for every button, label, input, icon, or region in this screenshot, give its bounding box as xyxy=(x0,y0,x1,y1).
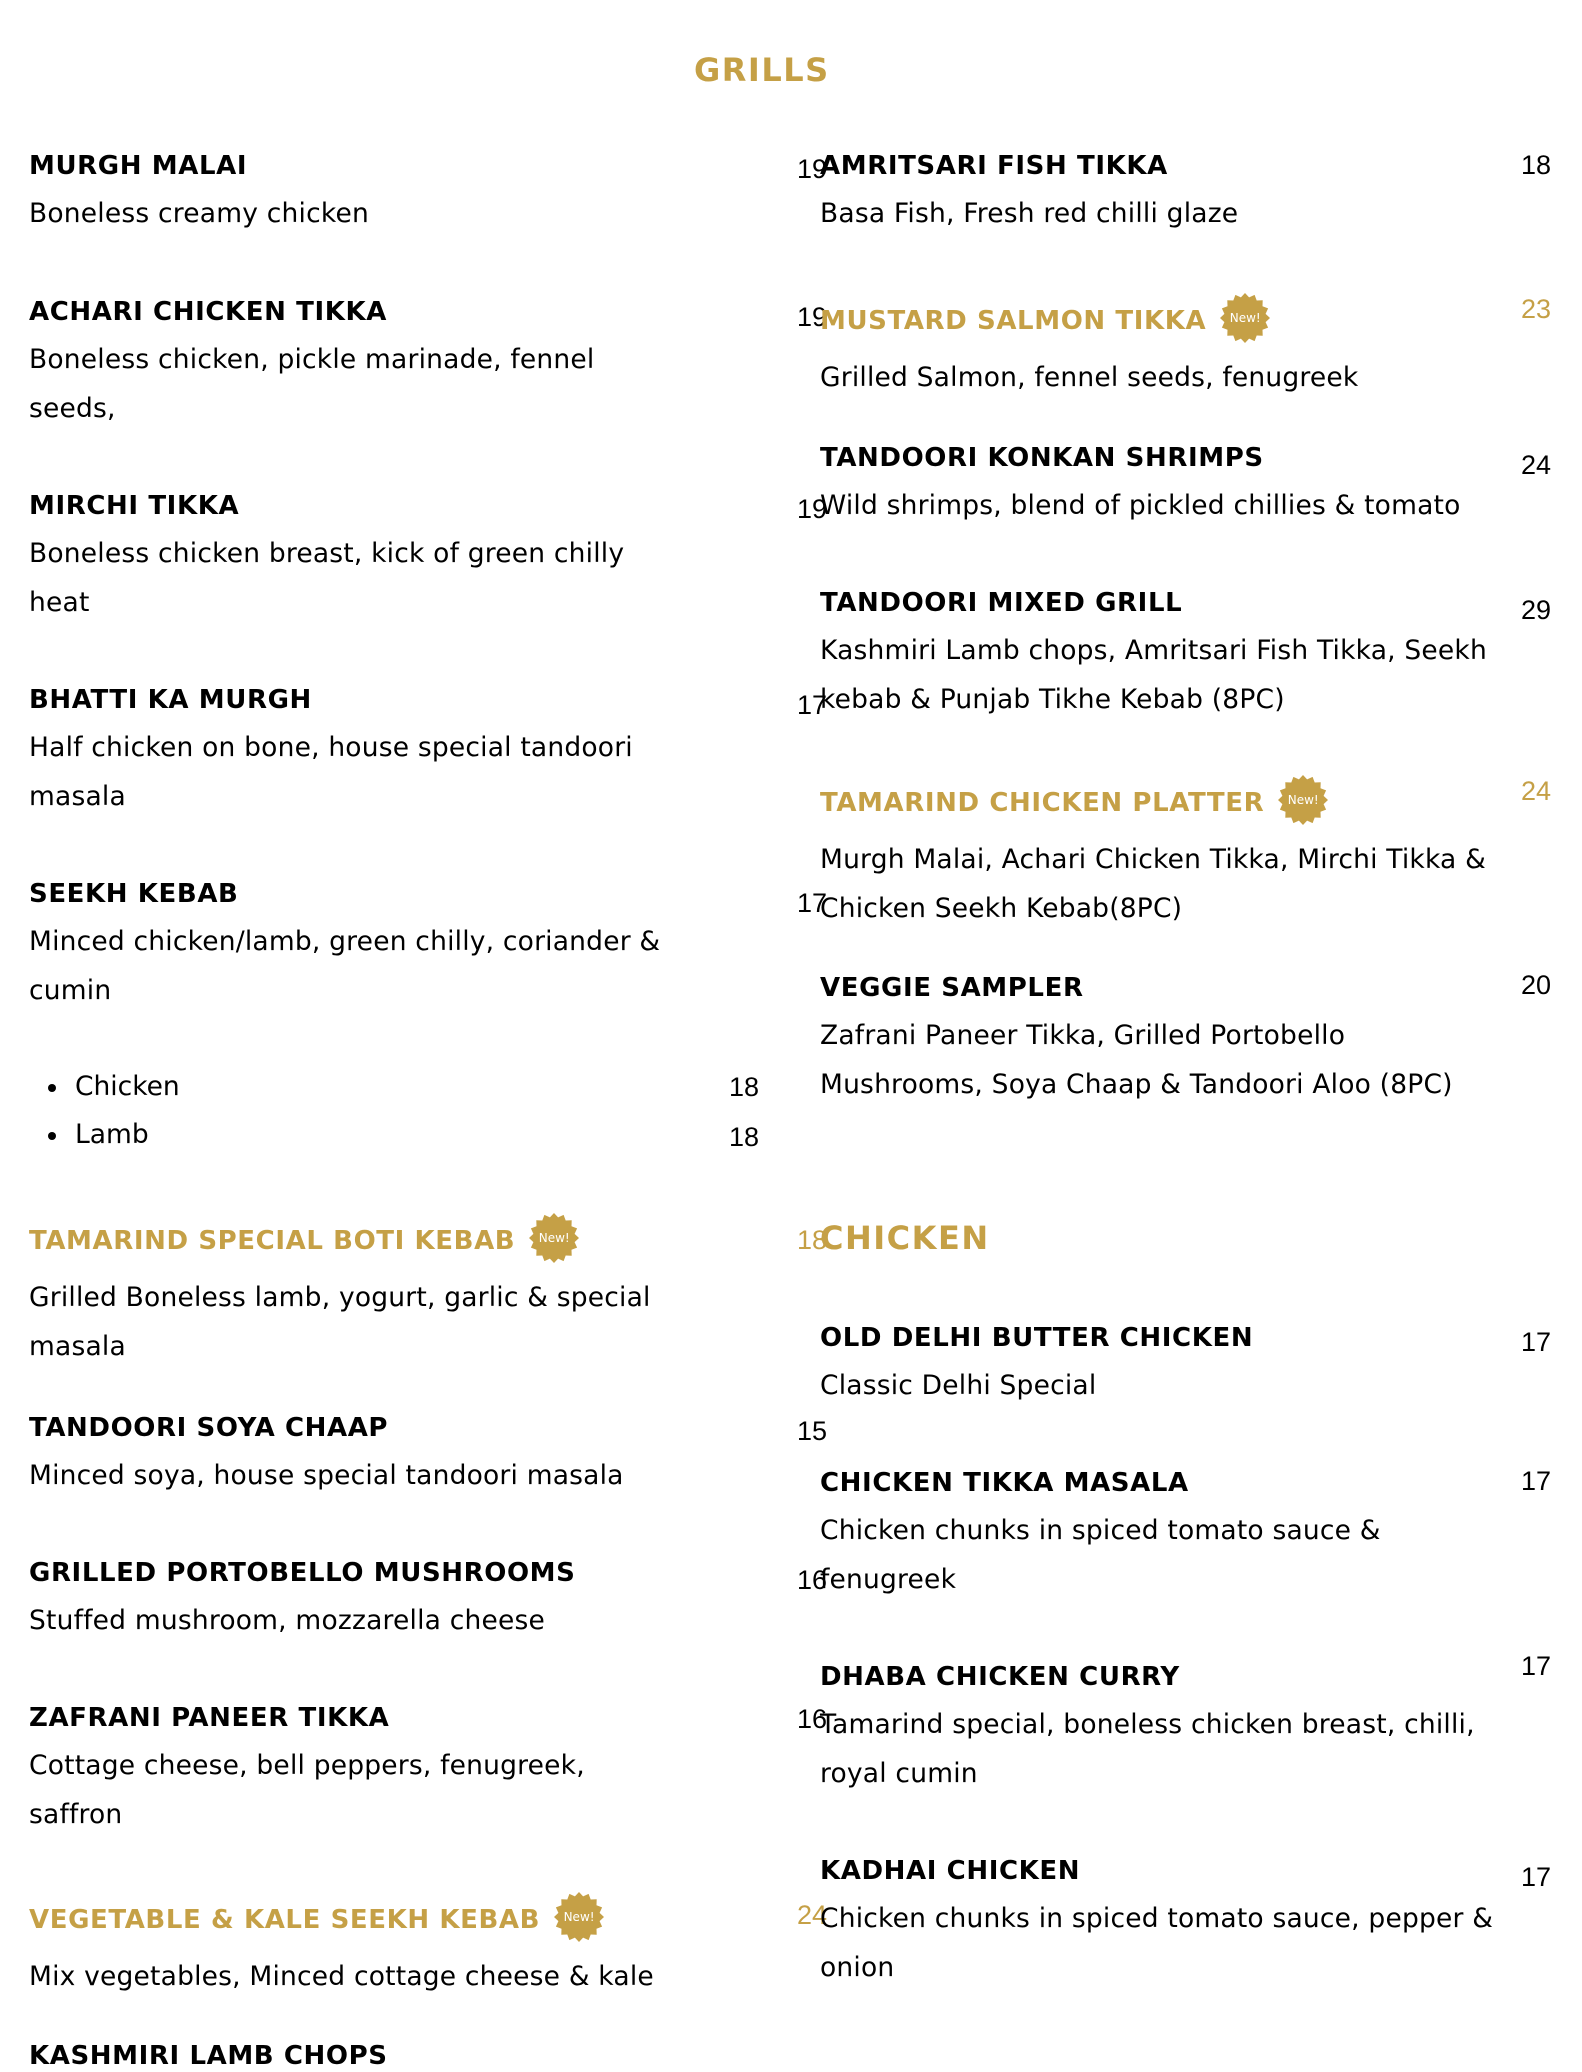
chicken-section-title: CHICKEN xyxy=(820,1219,990,1257)
menu-item-name xyxy=(29,1557,575,1589)
menu-item-name xyxy=(29,1895,604,1945)
menu-item-name-text: TANDOORI MIXED GRILL xyxy=(820,588,1183,618)
menu-item-description: Classic Delhi Special xyxy=(820,1370,1097,1401)
menu-item xyxy=(820,1467,1510,1604)
menu-item-description: Chicken chunks in spiced tomato sauce, pepper & onion xyxy=(820,1903,1494,1983)
menu-item-price: 16 xyxy=(796,1565,827,1595)
menu-item-description: Boneless chicken breast, kick of green chilly heat xyxy=(29,538,625,618)
menu-option-row xyxy=(29,1111,759,1159)
menu-item-description: Grilled Salmon, fennel seeds, fenugreek xyxy=(820,362,1359,393)
seekh-kebab-options xyxy=(29,1063,759,1159)
menu-item-name xyxy=(820,587,1182,619)
menu-item-name-text: AMRITSARI FISH TIKKA xyxy=(820,151,1168,181)
menu-item xyxy=(29,150,669,239)
menu-item xyxy=(820,442,1510,531)
menu-item-price: 17 xyxy=(1520,1862,1551,1892)
menu-item-price: 18 xyxy=(796,1225,827,1255)
menu-item xyxy=(29,296,669,433)
menu-item-name-text: VEGGIE SAMPLER xyxy=(820,973,1084,1003)
menu-item-description: Kashmiri Lamb chops, Amritsari Fish Tikka, Seekh kebab & Punjab Tikhe Kebab (8PC) xyxy=(820,635,1487,715)
menu-item-price: 24 xyxy=(1520,776,1551,806)
menu-item xyxy=(29,1216,669,1371)
menu-item-description: Boneless creamy chicken xyxy=(29,198,369,229)
menu-item-price: 17 xyxy=(1520,1651,1551,1681)
menu-item-name-text: MUSTARD SALMON TIKKA xyxy=(820,306,1207,336)
menu-item-price: 15 xyxy=(796,1416,827,1446)
menu-item-description: Tamarind special, boneless chicken breast, chilli, royal cumin xyxy=(820,1709,1475,1789)
menu-item xyxy=(29,1895,669,2002)
grills-section-title: GRILLS xyxy=(694,51,830,89)
option-price: 18 xyxy=(728,1122,759,1152)
menu-item-description: Murgh Malai, Achari Chicken Tikka, Mirchi Tikka & Chicken Seekh Kebab(8PC) xyxy=(820,844,1486,924)
menu-item-name-text: SEEKH KEBAB xyxy=(29,879,239,909)
new-badge-icon xyxy=(554,1892,604,1942)
menu-item-price: 17 xyxy=(796,888,827,918)
new-badge-label: New! xyxy=(563,1910,595,1924)
menu-item xyxy=(29,1702,669,1839)
menu-item-name xyxy=(29,1216,579,1266)
menu-item-name-text: MURGH MALAI xyxy=(29,151,248,181)
menu-item-price: 17 xyxy=(796,690,827,720)
menu-item-name xyxy=(29,150,247,182)
menu-item-name-text: TAMARIND SPECIAL BOTI KEBAB xyxy=(29,1226,516,1256)
menu-item-price: 17 xyxy=(1520,1327,1551,1357)
menu-item-name-text: MIRCHI TIKKA xyxy=(29,491,240,521)
menu-item-name: KASHMIRI LAMB CHOPS xyxy=(29,2041,388,2071)
menu-item-name-text: ACHARI CHICKEN TIKKA xyxy=(29,297,387,327)
menu-item-name-text: TANDOORI SOYA CHAAP xyxy=(29,1413,389,1443)
menu-item xyxy=(820,1322,1510,1411)
menu-item-name xyxy=(820,150,1168,182)
menu-item-name-text: BHATTI KA MURGH xyxy=(29,685,312,715)
menu-item-price: 24 xyxy=(796,1900,827,1930)
menu-item xyxy=(820,778,1510,933)
menu-item-description: Cottage cheese, bell peppers, fenugreek, saffron xyxy=(29,1750,585,1830)
new-badge-label: New! xyxy=(1229,311,1261,325)
menu-item-name-text: OLD DELHI BUTTER CHICKEN xyxy=(820,1323,1254,1353)
menu-item-name xyxy=(820,1467,1189,1499)
menu-item-name xyxy=(29,490,239,522)
new-badge-icon xyxy=(529,1213,579,1263)
menu-item xyxy=(820,972,1510,1109)
menu-item xyxy=(29,1557,669,1646)
menu-item-price: 20 xyxy=(1520,970,1551,1000)
menu-item-name-text: KADHAI CHICKEN xyxy=(820,1856,1081,1886)
menu-item-price: 17 xyxy=(1520,1466,1551,1496)
menu-item-description: Grilled Boneless lamb, yogurt, garlic & special masala xyxy=(29,1282,651,1362)
menu-item-description: Mix vegetables, Minced cottage cheese & kale xyxy=(29,1961,654,1992)
menu-item-price: 29 xyxy=(1520,595,1551,625)
menu-option-row xyxy=(29,1063,759,1111)
menu-item-name-text: CHICKEN TIKKA MASALA xyxy=(820,1468,1189,1498)
option-price: 18 xyxy=(728,1072,759,1102)
menu-item-description: Basa Fish, Fresh red chilli glaze xyxy=(820,198,1239,229)
menu-item xyxy=(29,1412,669,1501)
menu-item-price: 24 xyxy=(1520,450,1551,480)
menu-item-name-text: TANDOORI KONKAN SHRIMPS xyxy=(820,443,1264,473)
menu-item xyxy=(820,150,1510,239)
new-badge-label: New! xyxy=(1287,793,1319,807)
menu-item-description: Wild shrimps, blend of pickled chillies & tomato xyxy=(820,490,1461,521)
menu-item-price: 19 xyxy=(796,154,827,184)
menu-item-description: Half chicken on bone, house special tandoori masala xyxy=(29,732,633,812)
menu-item-name-text: TAMARIND CHICKEN PLATTER xyxy=(820,788,1265,818)
menu-item xyxy=(29,684,669,821)
menu-item-name-text: GRILLED PORTOBELLO MUSHROOMS xyxy=(29,1558,576,1588)
menu-item-name xyxy=(820,1661,1180,1693)
menu-item-name xyxy=(820,1855,1080,1887)
option-label: Lamb xyxy=(75,1119,149,1150)
menu-item-description: Boneless chicken, pickle marinade, fennel seeds, xyxy=(29,344,595,424)
new-badge-icon xyxy=(1278,775,1328,825)
menu-item xyxy=(820,587,1510,724)
menu-item xyxy=(820,296,1510,403)
menu-item xyxy=(820,1855,1510,1992)
menu-item-price: 19 xyxy=(796,302,827,332)
menu-item xyxy=(820,1661,1510,1798)
cutoff-menu-item xyxy=(29,2036,429,2071)
menu-item-description: Minced soya, house special tandoori masala xyxy=(29,1460,624,1491)
menu-item-name xyxy=(29,878,238,910)
menu-item-name-text: VEGETABLE & KALE SEEKH KEBAB xyxy=(29,1905,541,1935)
menu-item-description: Minced chicken/lamb, green chilly, coriander & cumin xyxy=(29,926,661,1006)
menu-item-name xyxy=(820,1322,1253,1354)
new-badge-label: New! xyxy=(538,1231,570,1245)
menu-item-name xyxy=(29,1412,388,1444)
menu-item-price: 23 xyxy=(1520,294,1551,324)
menu-item-name-text: ZAFRANI PANEER TIKKA xyxy=(29,1703,390,1733)
menu-item-description: Chicken chunks in spiced tomato sauce & fenugreek xyxy=(820,1515,1381,1595)
menu-item-name xyxy=(29,296,387,328)
menu-item-name xyxy=(820,972,1084,1004)
option-label: Chicken xyxy=(75,1071,180,1102)
menu-item-name xyxy=(820,778,1328,828)
menu-item-description: Zafrani Paneer Tikka, Grilled Portobello Mushrooms, Soya Chaap & Tandoori Aloo (8PC) xyxy=(820,1020,1453,1100)
menu-item-price: 18 xyxy=(1520,150,1551,180)
new-badge-icon xyxy=(1220,293,1270,343)
menu-item-price: 16 xyxy=(796,1704,827,1734)
menu-item-name xyxy=(820,296,1270,346)
menu-item-price: 19 xyxy=(796,494,827,524)
menu-item-name xyxy=(29,684,312,716)
menu-item-name xyxy=(820,442,1264,474)
menu-item-description: Stuffed mushroom, mozzarella cheese xyxy=(29,1605,545,1636)
menu-item-name xyxy=(29,1702,389,1734)
menu-item-name-text: DHABA CHICKEN CURRY xyxy=(820,1662,1180,1692)
menu-item xyxy=(29,878,669,1015)
menu-item xyxy=(29,490,669,627)
